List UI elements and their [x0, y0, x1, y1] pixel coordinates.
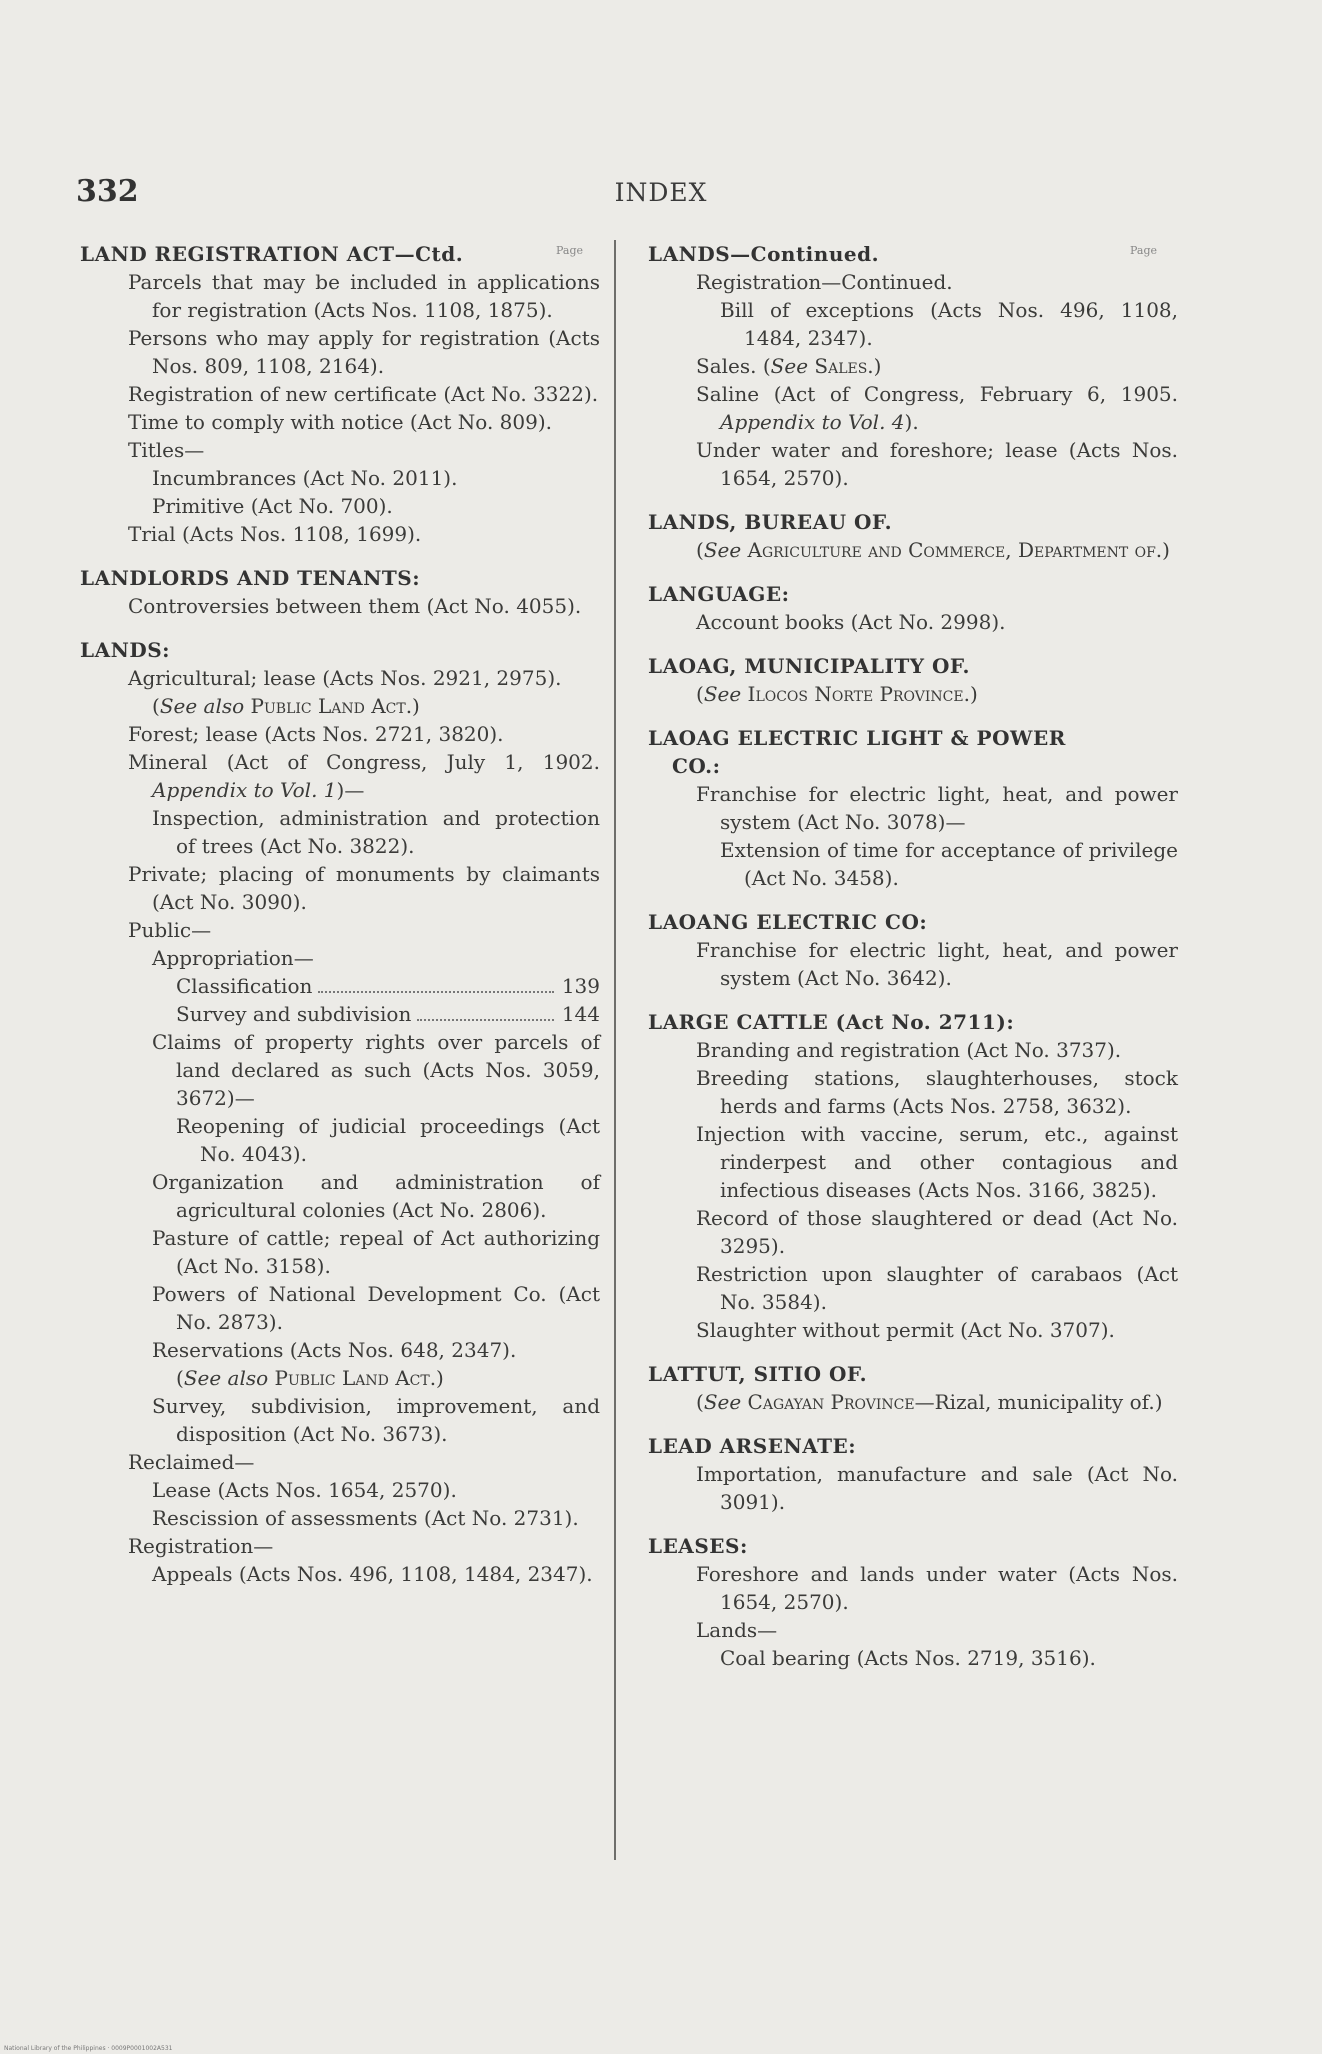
entry-text: Sales.	[696, 354, 757, 378]
index-entry	[648, 1360, 1178, 1416]
see: See	[703, 1390, 742, 1414]
entry-heading: LAND REGISTRATION ACT—Ctd.	[80, 242, 464, 266]
sub-entry: Registration—	[128, 1534, 274, 1558]
sub-entry: Rescission of assessments (Act No. 2731).	[152, 1506, 579, 1530]
entry-text: Mineral (Act of Congress, July 1, 1902.	[128, 750, 600, 774]
left-column	[80, 240, 600, 1604]
running-head: INDEX	[614, 178, 708, 207]
entry-heading: LARGE CATTLE (Act No. 2711):	[648, 1010, 1015, 1034]
sub-entry: Registration—Continued.	[696, 270, 953, 294]
entry-text: Classification	[176, 974, 313, 998]
sub-entry: Bill of exceptions (Acts Nos. 496, 1108, 1484, 2347).	[720, 298, 1178, 350]
cross-ref-target: Sales.	[814, 354, 874, 378]
sub-entry: Branding and registration (Act No. 3737).	[696, 1038, 1122, 1062]
sub-entry: Appropriation—	[152, 946, 314, 970]
sub-entry: Time to comply with notice (Act No. 809).	[128, 410, 553, 434]
entry-heading-continued: CO.:	[672, 754, 721, 778]
see-also: See also	[159, 694, 245, 718]
sub-entry: Reopening of judicial proceedings (Act No. 4043).	[176, 1114, 600, 1166]
sub-entry: Lease (Acts Nos. 1654, 2570).	[152, 1478, 457, 1502]
cross-ref-target: Public Land Act.	[274, 1366, 437, 1390]
sub-entry: Lands—	[696, 1618, 778, 1642]
entry-text: )—	[336, 778, 365, 802]
sub-entry	[104, 748, 600, 804]
index-entry	[648, 1008, 1178, 1344]
appendix-ref: Appendix to Vol. 4	[720, 410, 905, 434]
sub-entry: Importation, manufacture and sale (Act No. 3091).	[696, 1462, 1178, 1514]
sub-entry: Appeals (Acts Nos. 496, 1108, 1484, 2347).	[152, 1562, 593, 1586]
sub-entry: Reclaimed—	[128, 1450, 255, 1474]
sub-entry: Reservations (Acts Nos. 648, 2347).	[152, 1338, 517, 1362]
index-entry	[648, 652, 1178, 708]
sub-entry: Injection with vaccine, serum, etc., against rinderpest and other contagious and infectious diseases (Acts Nos. 3166, 3825).	[696, 1122, 1178, 1202]
sub-entry: Registration of new certificate (Act No. 3322).	[128, 382, 599, 406]
sub-entry: Extension of time for acceptance of privilege (Act No. 3458).	[720, 838, 1178, 890]
index-entry	[648, 508, 1178, 564]
entry-heading: LANDS, BUREAU OF.	[648, 510, 893, 534]
index-entry	[648, 240, 1178, 492]
sub-entry: Titles—	[128, 438, 205, 462]
page-number: 332	[76, 174, 139, 209]
entry-text: Saline (Act of Congress, February 6, 1905.	[696, 382, 1178, 406]
sub-entry: Private; placing of monuments by claimants (Act No. 3090).	[128, 862, 600, 914]
index-entry	[80, 564, 600, 620]
sub-entry: Sales. (See Sales.)	[696, 354, 882, 378]
page-column-label: Page	[556, 244, 584, 257]
right-column	[648, 240, 1178, 1688]
sub-entry: Forest; lease (Acts Nos. 2721, 3820).	[128, 722, 504, 746]
entry-text: Survey and subdivision	[176, 1002, 412, 1026]
column-divider	[614, 240, 616, 1860]
cross-ref-target: Ilocos Norte Province.	[747, 682, 970, 706]
sub-entry: Trial (Acts Nos. 1108, 1699).	[128, 522, 422, 546]
sub-entry: Agricultural; lease (Acts Nos. 2921, 2975).	[128, 666, 562, 690]
see: See	[703, 538, 742, 562]
sub-entry: Survey, subdivision, improvement, and disposition (Act No. 3673).	[152, 1394, 600, 1446]
entry-heading: LANDS:	[80, 638, 171, 662]
sub-entry: Record of those slaughtered or dead (Act No. 3295).	[696, 1206, 1178, 1258]
index-entry	[648, 1532, 1178, 1672]
entry-heading: LATTUT, SITIO OF.	[648, 1362, 868, 1386]
sub-entry	[152, 972, 600, 1000]
index-entry	[648, 580, 1178, 636]
cross-ref-rest: —Rizal, municipality of.	[914, 1390, 1155, 1414]
page-ref: 144	[561, 1002, 600, 1026]
entry-heading: LANDS—Continued.	[648, 242, 880, 266]
cross-reference: (See also Public Land Act.)	[152, 694, 420, 718]
index-entry	[648, 1432, 1178, 1516]
cross-reference: (See Agriculture and Commerce, Department of.)	[696, 538, 1170, 562]
sub-entry: Restriction upon slaughter of carabaos (Act No. 3584).	[696, 1262, 1178, 1314]
sub-entry	[152, 1000, 600, 1028]
see-also: See also	[183, 1366, 269, 1390]
entry-heading: LEASES:	[648, 1534, 748, 1558]
entry-heading: LAOANG ELECTRIC CO:	[648, 910, 928, 934]
archive-footer: National Library of the Philippines · 0009P0001002A531	[4, 2045, 173, 2052]
sub-entry: Parcels that may be included in applications for registration (Acts Nos. 1108, 1875).	[128, 270, 600, 322]
index-entry	[80, 240, 600, 548]
sub-entry: Pasture of cattle; repeal of Act authorizing (Act No. 3158).	[152, 1226, 600, 1278]
cross-reference: (See Cagayan Province—Rizal, municipality of.)	[696, 1390, 1163, 1414]
entry-heading: LAOAG, MUNICIPALITY OF.	[648, 654, 971, 678]
see: See	[770, 354, 809, 378]
sub-entry: Incumbrances (Act No. 2011).	[152, 466, 458, 490]
sub-entry: Breeding stations, slaughterhouses, stock herds and farms (Acts Nos. 2758, 3632).	[696, 1066, 1178, 1118]
cross-reference: (See also Public Land Act.)	[176, 1366, 444, 1390]
sub-entry: Controversies between them (Act No. 4055).	[128, 594, 582, 618]
see: See	[703, 682, 742, 706]
sub-entry: Franchise for electric light, heat, and power system (Act No. 3642).	[696, 938, 1178, 990]
sub-entry: Account books (Act No. 2998).	[696, 610, 1006, 634]
cross-ref-target: Cagayan Province	[747, 1390, 915, 1414]
sub-entry: Foreshore and lands under water (Acts Nos. 1654, 2570).	[696, 1562, 1178, 1614]
leader-dots	[318, 991, 554, 993]
entry-text: ).	[904, 410, 919, 434]
sub-entry: Inspection, administration and protection of trees (Act No. 3822).	[152, 806, 600, 858]
sub-entry: Slaughter without permit (Act No. 3707).	[696, 1318, 1115, 1342]
entry-heading: LEAD ARSENATE:	[648, 1434, 857, 1458]
page-column-label: Page	[1130, 244, 1158, 257]
leader-dots	[417, 1019, 554, 1021]
page-ref: 139	[561, 974, 600, 998]
sub-entry: Powers of National Development Co. (Act No. 2873).	[152, 1282, 600, 1334]
entry-heading: LAOAG ELECTRIC LIGHT & POWER	[648, 726, 1066, 750]
cross-ref-target: Public Land Act.	[250, 694, 413, 718]
sub-entry: Persons who may apply for registration (Acts Nos. 809, 1108, 2164).	[128, 326, 600, 378]
sub-entry: Franchise for electric light, heat, and power system (Act No. 3078)—	[696, 782, 1178, 834]
sub-entry	[672, 380, 1178, 436]
sub-entry: Organization and administration of agricultural colonies (Act No. 2806).	[152, 1170, 600, 1222]
sub-entry: Primitive (Act No. 700).	[152, 494, 393, 518]
appendix-ref: Appendix to Vol. 1	[152, 778, 337, 802]
cross-reference: (See Ilocos Norte Province.)	[696, 682, 978, 706]
entry-heading: LANGUAGE:	[648, 582, 790, 606]
index-entry	[648, 724, 1178, 892]
sub-entry: Claims of property rights over parcels of land declared as such (Acts Nos. 3059, 3672)—	[152, 1030, 600, 1110]
sub-entry: Coal bearing (Acts Nos. 2719, 3516).	[720, 1646, 1096, 1670]
sub-entry: Under water and foreshore; lease (Acts Nos. 1654, 2570).	[696, 438, 1178, 490]
cross-ref-target: Agriculture and Commerce, Department of.	[747, 538, 1163, 562]
index-entry	[648, 908, 1178, 992]
sub-entry: Public—	[128, 918, 212, 942]
entry-heading: LANDLORDS AND TENANTS:	[80, 566, 421, 590]
index-entry	[80, 636, 600, 1588]
